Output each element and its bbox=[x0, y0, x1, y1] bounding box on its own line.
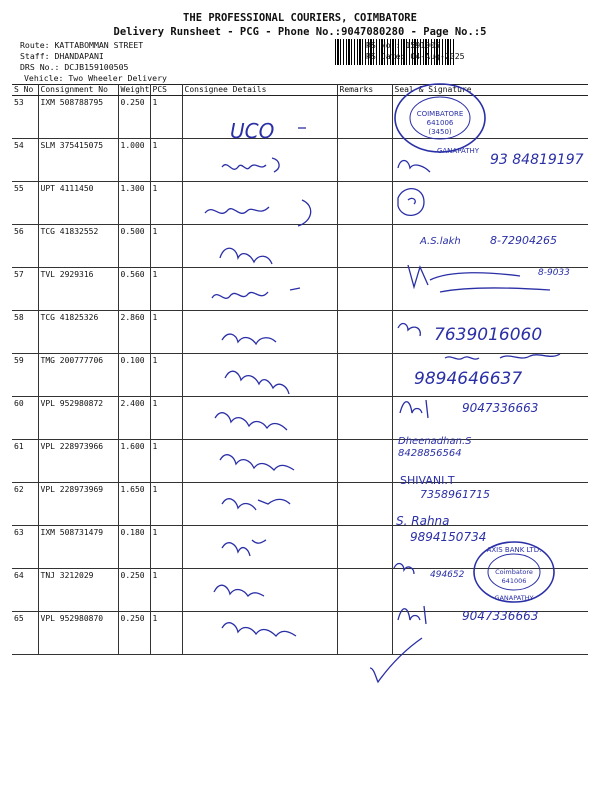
serial-number: 54 bbox=[12, 139, 38, 182]
weight: 0.250 bbox=[118, 96, 150, 139]
column-header: S No bbox=[12, 85, 38, 96]
weight: 0.250 bbox=[118, 612, 150, 655]
serial-number: 62 bbox=[12, 483, 38, 526]
handwritten-name: SHIVANI.T bbox=[400, 474, 455, 487]
pieces: 1 bbox=[150, 311, 182, 354]
handwriting-stroke bbox=[222, 158, 279, 172]
handwritten-phone: 7639016060 bbox=[434, 325, 543, 345]
column-header: Consignment No bbox=[38, 85, 118, 96]
postal-seal-stamp bbox=[395, 84, 485, 155]
consignment-number: IXM 508731479 bbox=[38, 526, 118, 569]
serial-number: 61 bbox=[12, 440, 38, 483]
handwritten-name: Dheenadhan.S bbox=[398, 436, 472, 447]
handwriting-stroke bbox=[222, 540, 266, 556]
handwriting-stroke bbox=[400, 400, 428, 418]
consignment-number: TCG 41832552 bbox=[38, 225, 118, 268]
column-header: Seal & Signature bbox=[392, 85, 588, 96]
serial-number: 63 bbox=[12, 526, 38, 569]
seal-code: (3450) bbox=[428, 128, 452, 136]
handwriting-stroke bbox=[214, 585, 264, 596]
handwriting-stroke bbox=[408, 265, 550, 292]
handwriting-stroke bbox=[394, 564, 414, 574]
handwriting-stroke bbox=[205, 200, 311, 226]
pieces: 1 bbox=[150, 139, 182, 182]
serial-number: 65 bbox=[12, 612, 38, 655]
handwriting-stroke bbox=[398, 161, 430, 173]
pieces: 1 bbox=[150, 268, 182, 311]
handwritten-phone: 8-9033 bbox=[538, 268, 570, 278]
handwriting-stroke bbox=[398, 189, 424, 216]
consignment-number: TMG 200777706 bbox=[38, 354, 118, 397]
weight: 0.100 bbox=[118, 354, 150, 397]
column-header: PCS bbox=[150, 85, 182, 96]
handwritten-phone: 9047336663 bbox=[462, 609, 539, 623]
consignment-number: VPL 228973966 bbox=[38, 440, 118, 483]
consignment-number: IXM 508788795 bbox=[38, 96, 118, 139]
bank-seal-stamp bbox=[474, 542, 554, 602]
pieces: 1 bbox=[150, 182, 182, 225]
handwriting-stroke bbox=[225, 371, 289, 394]
route-info: Route: KATTABOMMAN STREET bbox=[20, 40, 144, 50]
consignment-number: VPL 228973969 bbox=[38, 483, 118, 526]
serial-number: 58 bbox=[12, 311, 38, 354]
serial-number: 64 bbox=[12, 569, 38, 612]
weight: 2.860 bbox=[118, 311, 150, 354]
seal-outer-text: GANAPATHY bbox=[494, 594, 534, 602]
weight: 0.180 bbox=[118, 526, 150, 569]
seal-pin: 641006 bbox=[501, 577, 527, 585]
pieces: 1 bbox=[150, 483, 182, 526]
consignment-number: TNJ 3212029 bbox=[38, 569, 118, 612]
serial-number: 59 bbox=[12, 354, 38, 397]
weight: 1.650 bbox=[118, 483, 150, 526]
weight: 0.250 bbox=[118, 569, 150, 612]
handwriting-stroke bbox=[222, 623, 296, 636]
seal-pin: 641006 bbox=[426, 119, 454, 127]
handwritten-phone: 8428856564 bbox=[398, 448, 462, 459]
check-mark bbox=[370, 638, 422, 682]
staff-info: Staff: DHANDAPANI bbox=[20, 51, 104, 61]
handwritten-phone: 9894150734 bbox=[410, 530, 487, 544]
pieces: 1 bbox=[150, 569, 182, 612]
weight: 0.500 bbox=[118, 225, 150, 268]
drs-number: DRS No.: DCJB159100505 bbox=[20, 62, 129, 72]
handwritten-phone: 494652 bbox=[430, 570, 465, 580]
serial-number: 53 bbox=[12, 96, 38, 139]
handwriting-stroke bbox=[398, 324, 420, 336]
handwriting-stroke bbox=[445, 354, 560, 359]
handwritten-phone: 8-72904265 bbox=[490, 234, 557, 247]
serial-number: 57 bbox=[12, 268, 38, 311]
column-header: Remarks bbox=[337, 85, 392, 96]
seal-city: Coimbatore bbox=[495, 568, 533, 576]
handwritten-phone: 7358961715 bbox=[420, 488, 490, 501]
consignment-number: SLM 375415075 bbox=[38, 139, 118, 182]
handwritten-signature: A.S.lakh bbox=[420, 236, 461, 247]
pieces: 1 bbox=[150, 397, 182, 440]
handwritten-phone: 9894646637 bbox=[414, 369, 523, 389]
weight: 0.560 bbox=[118, 268, 150, 311]
seal-outer-text: GANAPATHY bbox=[436, 147, 480, 155]
consignment-number: TVL 2929316 bbox=[38, 268, 118, 311]
pieces: 1 bbox=[150, 225, 182, 268]
weight: 1.300 bbox=[118, 182, 150, 225]
courier-company-title: THE PROFESSIONAL COURIERS, COIMBATORE bbox=[183, 12, 417, 24]
handwriting-stroke bbox=[220, 248, 272, 264]
handwritten-phone: 9047336663 bbox=[462, 401, 539, 415]
consignment-number: TCG 41825326 bbox=[38, 311, 118, 354]
handwriting-stroke bbox=[222, 499, 290, 510]
pieces: 1 bbox=[150, 526, 182, 569]
consignment-number: VPL 952980872 bbox=[38, 397, 118, 440]
pieces: 1 bbox=[150, 440, 182, 483]
rs-number: RS No.: 1591005 bbox=[366, 40, 440, 50]
column-header: Consignee Details bbox=[182, 85, 337, 96]
consignment-number: VPL 952980870 bbox=[38, 612, 118, 655]
handwriting-stroke bbox=[222, 334, 276, 344]
weight: 2.400 bbox=[118, 397, 150, 440]
pieces: 1 bbox=[150, 612, 182, 655]
serial-number: 55 bbox=[12, 182, 38, 225]
handwriting-stroke bbox=[212, 288, 300, 298]
handwritten-name: S. Rahna bbox=[396, 514, 450, 528]
column-header: Weight bbox=[118, 85, 150, 96]
handwriting-stroke bbox=[215, 413, 287, 430]
handwritten-consignee: UCO bbox=[230, 119, 275, 143]
seal-bank-name: AXIS BANK LTD. bbox=[486, 546, 542, 554]
runsheet-title: Delivery Runsheet - PCG - Phone No.:9047080280 - Page No.:5 bbox=[113, 26, 487, 38]
weight: 1.000 bbox=[118, 139, 150, 182]
pieces: 1 bbox=[150, 354, 182, 397]
consignment-number: UPT 4111450 bbox=[38, 182, 118, 225]
handwriting-stroke bbox=[220, 455, 294, 470]
vehicle-info: Vehicle: Two Wheeler Delivery bbox=[24, 73, 167, 83]
rs-date: RS Date: 04-Aug-2025 bbox=[366, 51, 465, 61]
serial-number: 56 bbox=[12, 225, 38, 268]
serial-number: 60 bbox=[12, 397, 38, 440]
handwriting-stroke bbox=[398, 606, 426, 624]
pieces: 1 bbox=[150, 96, 182, 139]
handwritten-phone: 93 84819197 bbox=[490, 152, 584, 168]
seal-city: COIMBATORE bbox=[416, 110, 464, 118]
weight: 1.600 bbox=[118, 440, 150, 483]
